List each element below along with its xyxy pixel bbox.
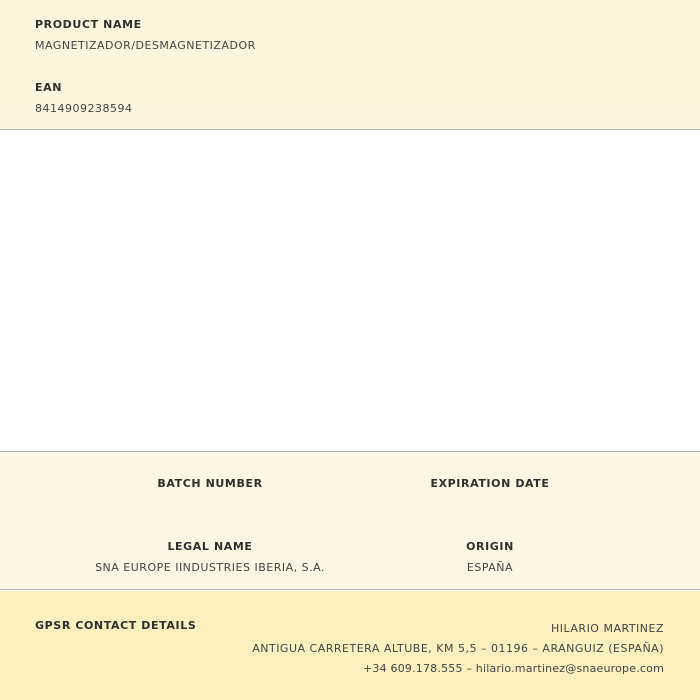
legal-name-cell: [60, 535, 360, 574]
batch-number-cell: [60, 472, 360, 498]
origin-value: ESPAÑA: [466, 561, 514, 574]
product-header-section: [0, 0, 700, 130]
contact-address: ANTIGUA CARRETERA ALTUBE, KM 5,5 – 01196 – ARANGUIZ (ESPAÑA): [252, 642, 664, 655]
legal-name-label: LEGAL NAME: [167, 540, 253, 553]
expiration-date-label: EXPIRATION DATE: [430, 477, 550, 490]
origin-label: ORIGIN: [466, 540, 514, 553]
contact-phone-email: +34 609.178.555 – hilario.martinez@snaeurope.com: [362, 662, 664, 675]
gpsr-contact-section: [0, 591, 700, 700]
product-name-label: PRODUCT NAME: [35, 18, 142, 31]
origin-cell: [340, 535, 640, 574]
ean-value: 8414909238594: [35, 102, 133, 115]
gpsr-contact-label: GPSR CONTACT DETAILS: [35, 619, 197, 632]
product-details-section: [0, 453, 700, 590]
blank-content-area: [0, 131, 700, 452]
product-name-value: MAGNETIZADOR/DESMAGNETIZADOR: [35, 39, 256, 52]
ean-label: EAN: [35, 81, 63, 94]
expiration-date-cell: [340, 472, 640, 498]
gpsr-contact-block: [252, 619, 664, 679]
contact-name: HILARIO MARTINEZ: [551, 622, 664, 635]
legal-name-value: SNA EUROPE IINDUSTRIES IBERIA, S.A.: [95, 561, 325, 574]
batch-number-label: BATCH NUMBER: [157, 477, 263, 490]
